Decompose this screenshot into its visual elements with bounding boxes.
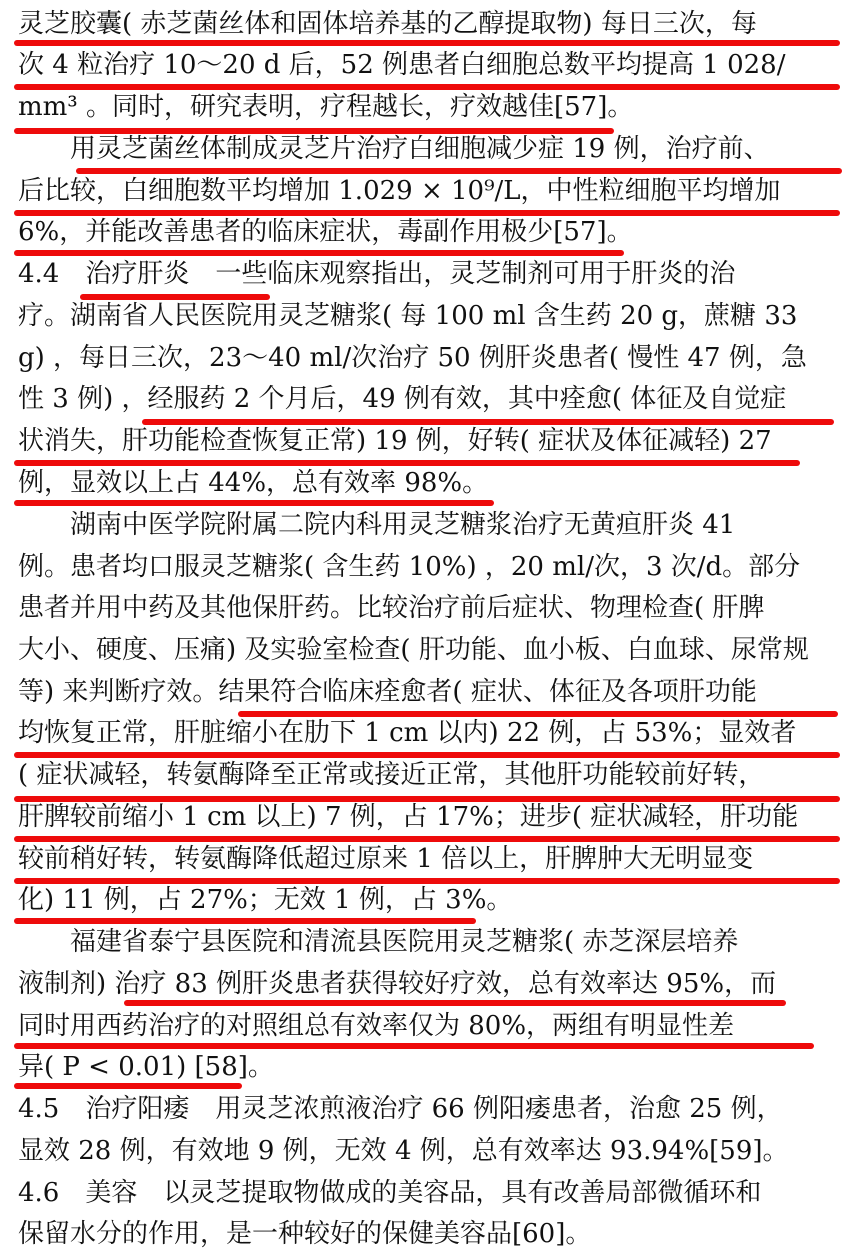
red-underline-annotation <box>142 419 834 425</box>
text-line: 4.5 治疗阳痿 用灵芝浓煎液治疗 66 例阳痿患者，治愈 25 例， <box>18 1094 783 1124</box>
red-underline-annotation <box>14 84 840 90</box>
text-line: 肝脾较前缩小 1 cm 以上) 7 例，占 17%；进步( 症状减轻，肝功能 <box>18 802 799 832</box>
text-line: 保留水分的作用，是一种较好的保健美容品[60]。 <box>18 1219 592 1249</box>
text-line: 例，显效以上占 44%，总有效率 98%。 <box>18 468 489 498</box>
text-line: 灵芝胶囊( 赤芝菌丝体和固体培养基的乙醇提取物) 每日三次，每 <box>18 9 757 39</box>
text-line: 均恢复正常，肝脏缩小在肋下 1 cm 以内) 22 例，占 53%；显效者 <box>18 718 797 748</box>
text-line: 4.6 美容 以灵芝提取物做成的美容品，具有改善局部微循环和 <box>18 1178 762 1208</box>
text-line: 后比较，白细胞数平均增加 1.029 × 10⁹/L，中性粒细胞平均增加 <box>18 176 781 206</box>
text-line: 用灵芝菌丝体制成灵芝片治疗白细胞减少症 19 例，治疗前、 <box>18 134 770 164</box>
text-line: 次 4 粒治疗 10～20 d 后，52 例患者白细胞总数平均提高 1 028/ <box>18 50 786 80</box>
text-line: 同时用西药治疗的对照组总有效率仅为 80%，两组有明显性差 <box>18 1011 735 1041</box>
red-underline-annotation <box>14 460 800 466</box>
text-line: 大小、硬度、压痛) 及实验室检查( 肝功能、血小板、白血球、尿常规 <box>18 635 809 665</box>
red-underline-annotation <box>14 1043 814 1049</box>
red-underline-annotation <box>14 128 614 134</box>
text-line: 4.4 治疗肝炎 一些临床观察指出，灵芝制剂可用于肝炎的治 <box>18 259 736 289</box>
red-underline-annotation <box>124 1000 786 1006</box>
text-line: 例。患者均口服灵芝糖浆( 含生药 10%) ，20 ml/次，3 次/d。部分 <box>18 552 801 582</box>
red-underline-annotation <box>238 711 838 717</box>
red-underline-annotation <box>14 796 840 802</box>
text-line: 福建省泰宁县医院和清流县医院用灵芝糖浆( 赤芝深层培养 <box>18 927 739 957</box>
red-underline-annotation <box>14 500 494 506</box>
red-underline-annotation <box>76 168 842 174</box>
text-line: 湖南中医学院附属二院内科用灵芝糖浆治疗无黄疸肝炎 41 <box>18 510 736 540</box>
text-line: ( 症状减轻，转氨酶降至正常或接近正常，其他肝功能较前好转， <box>18 760 765 790</box>
red-underline-annotation <box>14 918 476 924</box>
text-line: 疗。湖南省人民医院用灵芝糖浆( 每 100 ml 含生药 20 g，蔗糖 33 <box>18 301 798 331</box>
text-line: 状消失，肝功能检查恢复正常) 19 例，好转( 症状及体征减轻) 27 <box>18 426 772 456</box>
red-underline-annotation <box>14 210 840 216</box>
red-underline-annotation <box>14 250 624 256</box>
red-underline-annotation <box>14 1083 242 1089</box>
text-line: 化) 11 例，占 27%；无效 1 例，占 3%。 <box>18 885 513 915</box>
red-underline-annotation <box>14 40 840 46</box>
text-line: 较前稍好转，转氨酶降低超过原来 1 倍以上，肝脾肿大无明显变 <box>18 844 754 874</box>
red-underline-annotation <box>14 752 840 758</box>
text-line: 性 3 例) ，经服药 2 个月后，49 例有效，其中痊愈( 体征及自觉症 <box>18 384 787 414</box>
text-line: 液制剂) 治疗 83 例肝炎患者获得较好疗效，总有效率达 95%，而 <box>18 969 777 999</box>
red-underline-annotation <box>14 836 840 842</box>
text-line: mm³ 。同时，研究表明，疗程越长，疗效越佳[57]。 <box>18 92 634 122</box>
text-line: g) ，每日三次，23～40 ml/次治疗 50 例肝炎患者( 慢性 47 例，急 <box>18 343 807 373</box>
text-line: 异( P < 0.01) [58]。 <box>18 1052 274 1082</box>
text-line: 患者并用中药及其他保肝药。比较治疗前后症状、物理检查( 肝脾 <box>18 593 765 623</box>
text-line: 等) 来判断疗效。结果符合临床痊愈者( 症状、体征及各项肝功能 <box>18 677 757 707</box>
red-underline-annotation <box>80 294 270 300</box>
text-line: 6%，并能改善患者的临床症状，毒副作用极少[57]。 <box>18 217 633 247</box>
text-line: 显效 28 例，有效地 9 例，无效 4 例，总有效率达 93.94%[59]。 <box>18 1136 789 1166</box>
red-underline-annotation <box>14 878 840 884</box>
